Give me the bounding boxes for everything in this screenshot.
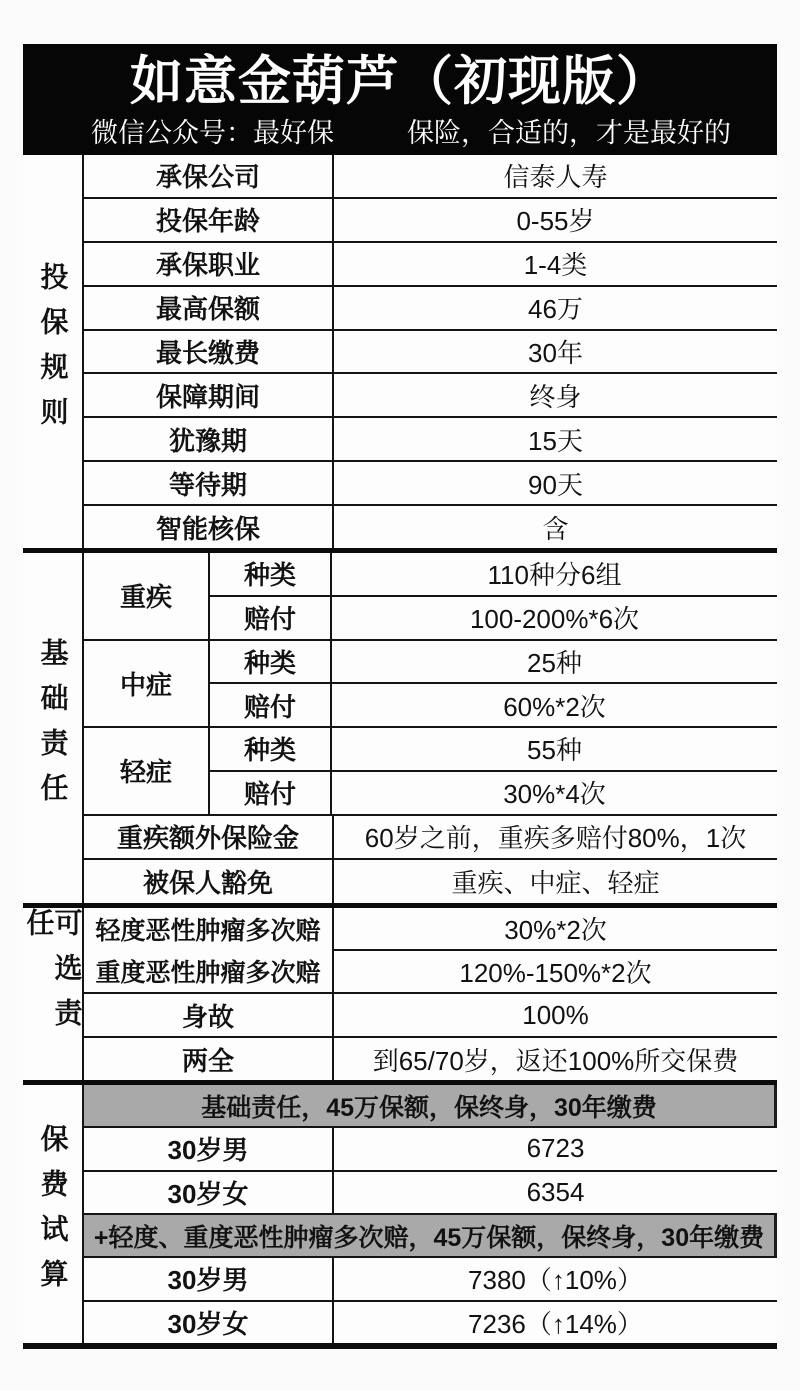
section-rows — [84, 155, 777, 548]
row-label: 犹豫期 — [84, 418, 334, 460]
row-label: 重疾额外保险金 — [84, 816, 334, 859]
table-row — [210, 595, 777, 639]
section-rows — [84, 553, 777, 903]
row-label: 两全 — [84, 1038, 334, 1080]
table-row — [84, 197, 777, 241]
section-optional-liability — [23, 903, 777, 1080]
section-label-basic-liability — [23, 553, 84, 903]
row-value: 到65/70岁，返还100%所交保费 — [372, 1045, 739, 1076]
row-value: 7236（↑14%） — [468, 1308, 643, 1339]
section-rows — [84, 1085, 777, 1343]
product-title: 如意金葫芦（初现版） — [130, 52, 670, 111]
table-row — [210, 728, 777, 770]
row-value: 110种分6组 — [487, 560, 622, 591]
row-label: 智能核保 — [84, 506, 334, 548]
table-row — [210, 682, 777, 726]
table-row — [84, 1036, 777, 1080]
group-subrows — [210, 641, 777, 727]
row-value: 25种 — [527, 647, 582, 678]
section-premium-calculation — [23, 1080, 777, 1343]
row-value: 120%-150%*2次 — [334, 949, 777, 992]
table-row — [84, 460, 777, 504]
row-value: 60%*2次 — [503, 691, 606, 722]
group-row-critical-illness — [84, 553, 777, 639]
row-label: 30岁男 — [84, 1128, 334, 1169]
table-row — [210, 641, 777, 683]
row-value: 15天 — [528, 425, 583, 456]
row-label: 最长缴费 — [84, 331, 334, 373]
dual-row-labels — [84, 908, 334, 992]
row-value: 55种 — [527, 735, 582, 766]
row-label: 种类 — [210, 728, 332, 770]
row-label: 身故 — [84, 994, 334, 1036]
table-row — [84, 1256, 777, 1299]
row-value: 0-55岁 — [516, 206, 595, 237]
table-row — [210, 770, 777, 814]
row-label: 种类 — [210, 641, 332, 683]
table-row — [84, 1126, 777, 1169]
row-value: 信泰人寿 — [503, 162, 608, 193]
group-row-moderate-illness — [84, 639, 777, 727]
table-row — [84, 992, 777, 1036]
row-label: 等待期 — [84, 462, 334, 504]
table-row — [84, 858, 777, 903]
row-label: 赔付 — [210, 684, 332, 726]
row-label: 被保人豁免 — [84, 860, 334, 903]
row-label: 30岁女 — [84, 1172, 334, 1213]
row-label: 种类 — [210, 553, 332, 595]
section-label-text: 投保规则 — [37, 261, 69, 442]
premium-plan-header-basic: 基础责任，45万保额，保终身，30年缴费 — [84, 1085, 777, 1126]
section-label-text: 基础责任 — [37, 638, 69, 818]
row-label: 承保职业 — [84, 243, 334, 285]
row-value: 重疾、中症、轻症 — [451, 868, 660, 899]
table-row — [84, 1300, 777, 1343]
row-value: 60岁之前，重疾多赔付80%，1次 — [364, 823, 747, 854]
section-application-rules — [23, 155, 777, 548]
row-value: 30%*4次 — [503, 779, 606, 810]
table-row — [84, 504, 777, 548]
section-label-premium-calculation — [23, 1085, 84, 1343]
row-label: 重度恶性肿瘤多次赔 — [95, 959, 321, 987]
group-name: 重疾 — [84, 553, 210, 639]
row-value: 6354 — [526, 1176, 585, 1207]
row-label: 赔付 — [210, 597, 332, 639]
table-row — [84, 329, 777, 373]
product-table — [23, 155, 777, 1349]
table-row — [84, 1170, 777, 1213]
row-label: 投保年龄 — [84, 199, 334, 241]
row-value: 30年 — [528, 338, 583, 368]
row-value: 90天 — [528, 469, 583, 500]
group-subrows — [210, 553, 777, 639]
group-name: 中症 — [84, 641, 210, 727]
row-label: 30岁女 — [84, 1302, 334, 1343]
group-row-mild-illness — [84, 726, 777, 814]
banner-subtitle — [23, 117, 777, 150]
table-row — [210, 553, 777, 595]
row-value: 100-200%*6次 — [469, 604, 640, 635]
row-label: 30岁男 — [84, 1258, 334, 1299]
section-label-optional-liability — [23, 908, 84, 1080]
table-row — [84, 416, 777, 460]
slogan-label: 保险，合适的，才是最好的 — [407, 118, 731, 148]
group-name: 轻症 — [84, 728, 210, 814]
row-value: 30%*2次 — [504, 915, 607, 945]
wechat-account-label: 微信公众号：最好保 — [91, 118, 334, 148]
group-subrows — [210, 728, 777, 814]
row-value: 终身 — [529, 381, 582, 412]
row-value: 1-4类 — [523, 250, 588, 281]
row-value: 含 — [542, 513, 569, 544]
row-label: 轻度恶性肿瘤多次赔 — [95, 917, 321, 945]
premium-plan-header-with-riders: +轻度、重度恶性肿瘤多次赔，45万保额，保终身，30年缴费 — [84, 1213, 777, 1256]
row-label: 赔付 — [210, 772, 332, 814]
row-label: 承保公司 — [84, 155, 334, 197]
banner — [23, 44, 777, 155]
table-row — [84, 285, 777, 329]
row-value: 46万 — [528, 294, 583, 325]
row-label: 保障期间 — [84, 374, 334, 416]
section-basic-liability — [23, 548, 777, 903]
section-label-text: 保费试算 — [37, 1124, 69, 1304]
table-row — [84, 814, 777, 859]
table-row — [84, 155, 777, 197]
row-label: 最高保额 — [84, 287, 334, 329]
row-value: 100% — [522, 999, 589, 1030]
row-value: 6723 — [526, 1133, 585, 1164]
table-row — [84, 372, 777, 416]
row-value: 7380（↑10%） — [468, 1265, 643, 1296]
table-row — [84, 241, 777, 285]
section-label-text: 可选责任 — [23, 908, 83, 1043]
section-rows — [84, 908, 777, 1080]
section-label-application-rules — [23, 155, 84, 548]
dual-row-values — [334, 908, 777, 992]
dual-row-cancer-multi-pay — [84, 908, 777, 992]
